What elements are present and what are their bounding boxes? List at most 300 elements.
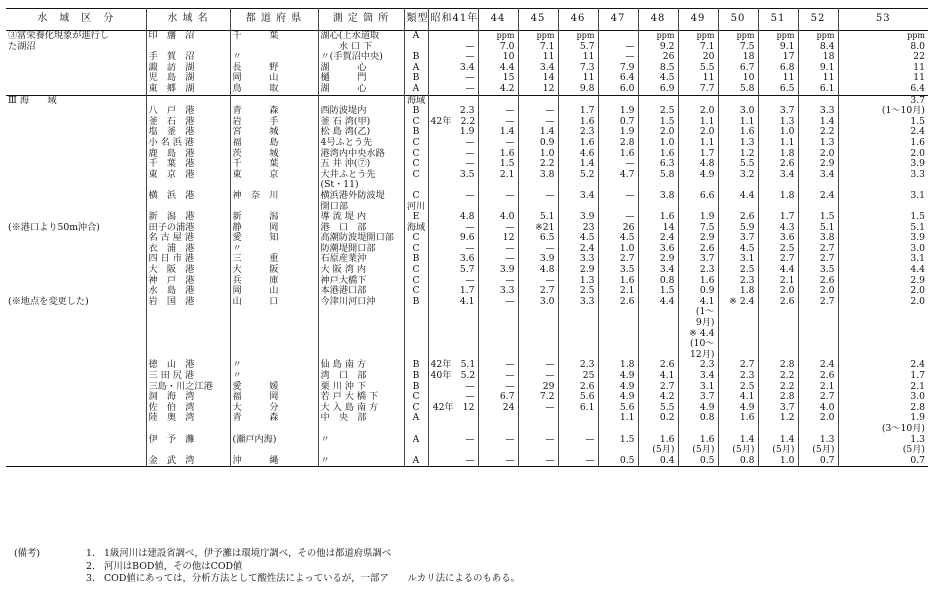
value-cell: 1.3	[910, 433, 925, 445]
value-cell	[758, 318, 798, 329]
site-cell: 若 戸 大 橋 下	[318, 392, 404, 403]
site-cell: 釜 石 湾(甲)	[318, 117, 404, 128]
value-cell: 1.6	[718, 413, 758, 424]
value-cell: —	[478, 382, 518, 393]
table-row	[6, 170, 928, 181]
prefecture-cell: 大 阪	[230, 265, 318, 276]
value-cell: 1.9	[598, 106, 638, 117]
value-cell: 1.4	[518, 127, 558, 138]
value-cell: 4.9	[718, 403, 758, 414]
value-cell: 1.8	[758, 149, 798, 160]
value-cell: 3.5	[598, 265, 638, 276]
value-cell: 1.9	[428, 127, 478, 138]
value-cell: 4.4	[758, 265, 798, 276]
water-name-cell: 伊 予 灘	[146, 435, 230, 446]
value-cell: 0.9	[518, 138, 558, 149]
note-text: 河川はBOD値，その他はCOD値	[104, 560, 243, 572]
value-cell: 1.0	[638, 138, 678, 149]
value-cell: 2.8	[758, 392, 798, 403]
site-cell: 湖心(上水道取	[318, 31, 404, 42]
value-cell: 12	[518, 84, 558, 95]
header-year-50: 50	[718, 9, 758, 31]
prefecture-cell: 千 葉	[230, 159, 318, 170]
value-cell: 4.2	[638, 392, 678, 403]
value-cell: 1.6	[678, 276, 718, 287]
value-cell: 4.9	[678, 170, 718, 181]
value-cell: —	[518, 117, 558, 128]
value-cell: 2.6	[678, 244, 718, 255]
division-cell	[6, 244, 146, 255]
value-cell	[558, 307, 598, 318]
prefecture-cell: 愛 媛	[230, 382, 318, 393]
value-cell: 11	[798, 73, 838, 84]
value-cell: 1.6	[478, 149, 518, 160]
value-cell: 3.3	[558, 254, 598, 265]
value-cell: —	[478, 276, 518, 287]
value-cell: 42年 12	[428, 403, 478, 414]
water-name-cell	[146, 424, 230, 435]
value-cell: 3.4	[428, 63, 478, 74]
value-cell: 2.3	[718, 276, 758, 287]
value-cell	[758, 307, 798, 318]
value-cell: —	[428, 244, 478, 255]
value-cell	[598, 318, 638, 329]
site-cell: 中 央 部	[318, 413, 404, 424]
value-cell: —	[428, 223, 478, 234]
value-cell: —	[428, 138, 478, 149]
value-cell: 4.6	[558, 149, 598, 160]
value-cell	[478, 424, 518, 435]
table-row	[6, 138, 928, 149]
prefecture-cell: 〃	[230, 52, 318, 63]
value-cell: 0.2	[638, 413, 678, 424]
prefecture-cell: 兵 庫	[230, 276, 318, 287]
value-cell: 3.6	[428, 254, 478, 265]
value-cell	[518, 318, 558, 329]
prefecture-cell	[230, 307, 318, 318]
division-cell	[6, 371, 146, 382]
site-cell: 〃	[318, 456, 404, 467]
value-cell: 42年 5.1	[428, 360, 478, 371]
value-cell: (10～	[678, 339, 718, 350]
value-cell: (5月)	[758, 445, 798, 456]
value-cell: 4.1	[428, 297, 478, 308]
table-row	[6, 318, 928, 329]
value-cell: 6.3	[638, 159, 678, 170]
table-row	[6, 424, 928, 435]
prefecture-cell: 岡 山	[230, 286, 318, 297]
water-name-cell: 東 郷 湖	[146, 84, 230, 95]
value-cell	[718, 307, 758, 318]
site-cell: 湖 心	[318, 84, 404, 95]
value-cell: (5月)	[902, 444, 925, 456]
prefecture-cell: (瀬戸内海)	[230, 435, 318, 446]
value-cell: 3.4	[638, 265, 678, 276]
value-cell: 5.8	[718, 84, 758, 95]
site-cell: 導 流 堤 内	[318, 212, 404, 223]
value-cell: —	[478, 223, 518, 234]
water-name-cell	[146, 318, 230, 329]
water-name-cell: 名 古 屋 港	[146, 233, 230, 244]
type-cell: C	[404, 403, 428, 414]
value-cell: 2.3	[558, 127, 598, 138]
value-cell: 2.0	[910, 285, 925, 297]
value-cell: 3.7	[758, 106, 798, 117]
value-cell: 5.9	[718, 223, 758, 234]
value-cell	[518, 424, 558, 435]
value-cell: ppm	[758, 31, 798, 42]
value-cell	[638, 329, 678, 340]
value-cell: 0.7	[598, 117, 638, 128]
value-cell: 3.9	[478, 265, 518, 276]
site-cell: 高潮防波堤開口部	[318, 233, 404, 244]
division-cell: (※地点を変更した)	[6, 297, 146, 308]
value-cell: 10	[478, 52, 518, 63]
water-name-cell: 鹿 島 港	[146, 149, 230, 160]
value-cell: 6.8	[758, 63, 798, 74]
water-name-cell: 衣 浦 港	[146, 244, 230, 255]
value-cell: 3.0	[518, 297, 558, 308]
value-cell: 3.4	[558, 191, 598, 202]
value-cell: 17	[758, 52, 798, 63]
value-cell: 3.7	[838, 95, 928, 106]
value-cell	[478, 339, 518, 350]
value-cell: 2.7	[798, 392, 838, 403]
value-cell: 3.8	[518, 170, 558, 181]
value-cell: 4.1	[638, 371, 678, 382]
prefecture-cell: 福 島	[230, 138, 318, 149]
value-cell: 3.7	[718, 233, 758, 244]
table-row	[6, 329, 928, 340]
value-cell	[428, 424, 478, 435]
value-cell	[598, 424, 638, 435]
value-cell: 1.6	[598, 149, 638, 160]
header-year-46: 46	[558, 9, 598, 31]
prefecture-cell: 愛 知	[230, 233, 318, 244]
value-cell	[638, 424, 678, 435]
division-cell	[6, 73, 146, 84]
water-name-cell: 小 名 浜 港	[146, 138, 230, 149]
value-cell: 1.9	[910, 412, 925, 424]
value-cell: 2.7	[718, 360, 758, 371]
value-cell: 4.7	[598, 170, 638, 181]
prefecture-cell	[230, 350, 318, 361]
type-cell: C	[404, 149, 428, 160]
value-cell: 2.0	[678, 106, 718, 117]
site-cell: 大 入 島 南 方	[318, 403, 404, 414]
value-cell: 1.6	[718, 127, 758, 138]
value-cell	[678, 424, 718, 435]
site-cell: 〃	[318, 435, 404, 446]
value-cell: 20	[678, 52, 718, 63]
value-cell	[478, 329, 518, 340]
note-line-3	[14, 573, 520, 586]
value-cell: 1.7	[758, 212, 798, 223]
value-cell: 11	[913, 72, 925, 84]
prefecture-cell: 宮 城	[230, 127, 318, 138]
prefecture-cell: 沖 縄	[230, 456, 318, 467]
division-cell: (※港口より50m沖合)	[6, 223, 146, 234]
value-cell: —	[518, 244, 558, 255]
value-cell: 4.8	[428, 212, 478, 223]
division-cell: Ⅲ 海 域	[6, 95, 146, 106]
value-cell: 2.0	[758, 286, 798, 297]
type-cell: A	[404, 31, 428, 42]
value-cell	[558, 413, 598, 424]
value-cell: ppm	[718, 31, 758, 42]
value-cell	[558, 424, 598, 435]
value-cell: 6.4	[598, 73, 638, 84]
water-name-cell: 東 京 港	[146, 170, 230, 181]
water-name-cell: 横 浜 港	[146, 191, 230, 202]
value-cell: 2.2	[518, 159, 558, 170]
value-cell: —	[478, 117, 518, 128]
value-cell: 2.4	[910, 359, 925, 371]
type-cell: A	[404, 84, 428, 95]
water-name-cell: 新 潟 港	[146, 212, 230, 223]
type-cell: C	[404, 191, 428, 202]
value-cell: 8.4	[798, 42, 838, 53]
value-cell: 1.6	[558, 117, 598, 128]
value-cell: 1.4	[558, 159, 598, 170]
value-cell: 8.5	[638, 63, 678, 74]
value-cell: 1.1	[598, 413, 638, 424]
prefecture-cell: 岡 山	[230, 73, 318, 84]
value-cell: 2.7	[798, 244, 838, 255]
header-year-53: 53	[838, 9, 928, 31]
value-cell: 2.7	[798, 297, 838, 308]
division-cell	[6, 254, 146, 265]
value-cell	[638, 307, 678, 318]
prefecture-cell: 新 潟	[230, 212, 318, 223]
value-cell: (5月)	[718, 445, 758, 456]
value-cell: 5.5	[638, 403, 678, 414]
value-cell: (1～10月)	[881, 105, 925, 117]
value-cell: 3.1	[910, 253, 925, 265]
value-cell: 1.5	[910, 115, 925, 127]
prefecture-cell	[230, 42, 318, 53]
type-cell: A	[404, 413, 428, 424]
value-cell: 3.8	[638, 191, 678, 202]
value-cell	[598, 307, 638, 318]
header-year-48: 48	[638, 9, 678, 31]
value-cell: —	[518, 360, 558, 371]
value-cell: 1.9	[678, 212, 718, 223]
value-cell: —	[558, 435, 598, 446]
water-name-cell: 三島・川之江港	[146, 382, 230, 393]
value-cell: 3.7	[678, 254, 718, 265]
value-cell: 0.5	[678, 456, 718, 467]
value-cell: 4.5	[638, 73, 678, 84]
value-cell: 3.4	[798, 170, 838, 181]
value-cell: ppm	[478, 31, 518, 42]
site-cell: 4号ふとう先	[318, 138, 404, 149]
site-cell: 五 井 沖(⑦)	[318, 159, 404, 170]
water-name-cell: 水 島 港	[146, 286, 230, 297]
water-name-cell: 八 戸 港	[146, 106, 230, 117]
prefecture-cell: 福 岡	[230, 392, 318, 403]
water-name-cell: 諏 訪 湖	[146, 63, 230, 74]
water-name-cell: 児 島 湖	[146, 73, 230, 84]
value-cell: 2.0	[910, 147, 925, 159]
value-cell: —	[558, 456, 598, 467]
value-cell: ppm	[798, 31, 838, 42]
notes-title: (備考)	[14, 548, 41, 559]
site-cell: 石原産業沖	[318, 254, 404, 265]
value-cell: 1.7	[428, 286, 478, 297]
prefecture-cell	[230, 318, 318, 329]
value-cell: —	[478, 435, 518, 446]
value-cell: 1.4	[798, 117, 838, 128]
value-cell: 4.0	[478, 212, 518, 223]
division-cell	[6, 84, 146, 95]
value-cell: 2.6	[798, 276, 838, 287]
value-cell: 2.0	[798, 286, 838, 297]
value-cell: 4.1	[718, 392, 758, 403]
water-name-cell: 手 賀 沼	[146, 52, 230, 63]
division-cell	[6, 413, 146, 424]
value-cell: ※ 4.4	[678, 329, 718, 340]
table-row	[6, 297, 928, 308]
value-cell: 1.5	[478, 159, 518, 170]
value-cell: —	[428, 84, 478, 95]
value-cell: 4.4	[638, 297, 678, 308]
value-cell: 4.9	[598, 371, 638, 382]
value-cell: —	[428, 73, 478, 84]
prefecture-cell	[230, 329, 318, 340]
value-cell: 5.6	[598, 403, 638, 414]
water-name-cell: 田子の浦港	[146, 223, 230, 234]
value-cell: 1.2	[718, 149, 758, 160]
value-cell: 11	[913, 61, 925, 73]
value-cell: 2.0	[678, 127, 718, 138]
value-cell: ppm	[678, 31, 718, 42]
value-cell: 1.3	[798, 138, 838, 149]
value-cell: 3.3	[910, 168, 925, 180]
value-cell: 1.6	[638, 212, 678, 223]
value-cell: 1.6	[598, 276, 638, 287]
type-cell: C	[404, 159, 428, 170]
value-cell: 2.5	[558, 286, 598, 297]
value-cell: 2.3	[678, 360, 718, 371]
value-cell: 11	[558, 73, 598, 84]
table-body	[6, 31, 928, 467]
value-cell: 6.1	[558, 403, 598, 414]
value-cell	[718, 329, 758, 340]
value-cell: —	[478, 191, 518, 202]
value-cell: ppm	[638, 31, 678, 42]
value-cell: 2.1	[598, 286, 638, 297]
value-cell: 7.1	[678, 42, 718, 53]
value-cell: 0.8	[678, 413, 718, 424]
division-cell	[6, 233, 146, 244]
value-cell: 3.5	[798, 265, 838, 276]
value-cell	[798, 318, 838, 329]
note-line-2	[14, 561, 520, 574]
type-cell: B	[404, 127, 428, 138]
value-cell: 5.2	[558, 170, 598, 181]
value-cell: 5.7	[428, 265, 478, 276]
prefecture-cell: 神 奈 川	[230, 191, 318, 202]
value-cell: 2.6	[558, 382, 598, 393]
value-cell: 1.8	[718, 286, 758, 297]
value-cell: 3.7	[758, 403, 798, 414]
site-cell: 湖 心	[318, 63, 404, 74]
site-cell	[318, 318, 404, 329]
value-cell: 1.6	[678, 435, 718, 446]
value-cell	[718, 339, 758, 350]
value-cell: 2.3	[428, 106, 478, 117]
value-cell: 9.1	[758, 42, 798, 53]
notes	[14, 548, 520, 586]
division-cell	[6, 127, 146, 138]
value-cell: 2.7	[758, 254, 798, 265]
header-division: 水 域 区 分	[6, 9, 146, 31]
header-site: 測 定 箇 所	[318, 9, 404, 31]
value-cell: 1.5	[598, 435, 638, 446]
value-cell: 18	[718, 52, 758, 63]
value-cell: 2.6	[718, 212, 758, 223]
value-cell: 4.3	[758, 223, 798, 234]
site-cell: 港 口 部	[318, 223, 404, 234]
type-cell	[404, 307, 428, 318]
division-cell	[6, 180, 146, 191]
header-year-51: 51	[758, 9, 798, 31]
prefecture-cell: 三 重	[230, 254, 318, 265]
value-cell	[478, 318, 518, 329]
value-cell: 1.1	[678, 138, 718, 149]
site-cell: 横浜港外防波堤	[318, 191, 404, 202]
value-cell: 7.1	[518, 42, 558, 53]
value-cell: 1.3	[758, 117, 798, 128]
value-cell: —	[518, 191, 558, 202]
value-cell: —	[428, 191, 478, 202]
value-cell: 40年 5.2	[428, 371, 478, 382]
table-row	[6, 371, 928, 382]
value-cell: —	[428, 456, 478, 467]
value-cell: ppm	[558, 31, 598, 42]
value-cell: 7.5	[678, 223, 718, 234]
value-cell: 3.5	[428, 170, 478, 181]
value-cell: 4.2	[478, 84, 518, 95]
value-cell: 1.5	[638, 117, 678, 128]
table-row	[6, 191, 928, 202]
value-cell	[518, 307, 558, 318]
value-cell: 2.6	[798, 371, 838, 382]
value-cell: —	[518, 106, 558, 117]
value-cell: (5月)	[638, 445, 678, 456]
division-cell	[6, 360, 146, 371]
value-cell: 5.5	[718, 159, 758, 170]
site-cell: 本港港口部	[318, 286, 404, 297]
value-cell	[798, 424, 838, 435]
value-cell: 3.4	[758, 170, 798, 181]
note-number: 2.	[86, 560, 95, 572]
value-cell: —	[428, 52, 478, 63]
value-cell: 3.7	[678, 392, 718, 403]
division-cell	[6, 106, 146, 117]
value-cell: 6.0	[598, 84, 638, 95]
type-cell: C	[404, 276, 428, 287]
type-cell: A	[404, 63, 428, 74]
value-cell: 1.0	[758, 127, 798, 138]
value-cell: 3.0	[910, 391, 925, 403]
note-number: 1.	[86, 548, 95, 559]
division-cell	[6, 159, 146, 170]
division-cell	[6, 329, 146, 340]
value-cell: ppm	[907, 31, 925, 40]
site-cell: 開口部	[318, 202, 404, 213]
